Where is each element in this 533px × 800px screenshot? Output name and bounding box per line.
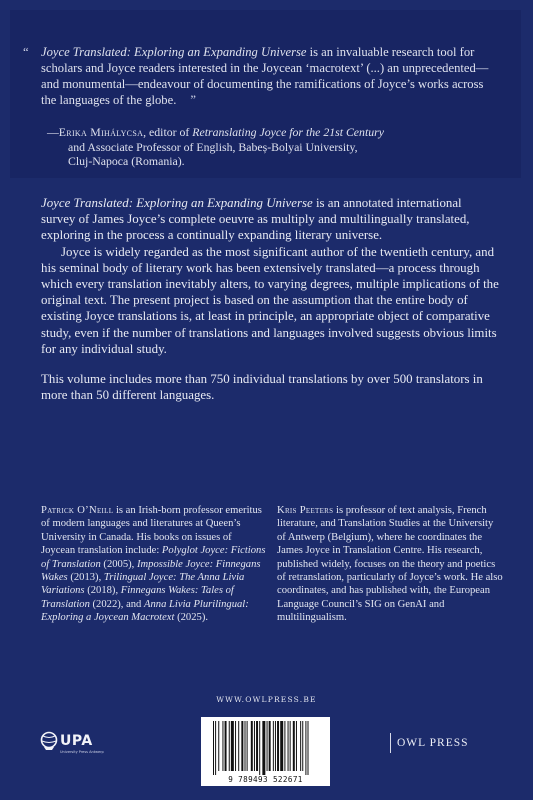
endorser-name: Erika Mihálycsa — [58, 125, 144, 139]
barcode-bar — [256, 721, 258, 771]
barcode-bar — [262, 721, 265, 775]
barcode-bar — [308, 721, 309, 775]
barcode-bar — [218, 721, 219, 771]
publisher-logo: OWL PRESS — [390, 733, 469, 753]
barcode-bar — [229, 721, 230, 771]
bio-oneill-t3: (2013), — [67, 572, 104, 584]
description-p1-body: is an annotated international survey of James Joyce’s complete oeuvre as multiply and multilingually translated, exploring in the process a continually expanding literary universe. — [41, 196, 470, 243]
author-name-peeters: Kris Peeters — [277, 505, 334, 516]
barcode-bar — [215, 721, 216, 775]
isbn-number: 9 789493 522671 — [228, 775, 303, 784]
barcode-bar — [290, 721, 291, 771]
attribution-pre: , editor of — [143, 125, 193, 139]
upa-globe-icon — [40, 731, 58, 753]
barcode-bar — [247, 721, 248, 771]
upa-logo — [40, 731, 104, 761]
attribution-dash: — — [47, 125, 59, 139]
barcode-bar — [305, 721, 306, 775]
bio-oneill-book-3: Trilingual Joyce: The Anna Livia Variations — [41, 572, 245, 597]
bio-oneill-book-4: Finnegans Wakes: Tales of Translation — [41, 585, 234, 610]
bio-oneill-t5: (2022), and — [89, 598, 145, 610]
bio-oneill-t4: (2018), — [84, 585, 121, 597]
bio-peeters-body: is professor of text analysis, French literature, and Translation Studies at the University of Antwerp (Belgium), where he coordinates the James Joyce in Translation Centre. His research, published widely, focuses on the theory and poetics of retranslation, particularly of Joyce’s work. He also coordinates, and has published with, the European Language Council’s SIG on GenAI and multilingualism. — [277, 505, 503, 624]
barcode-bar — [259, 721, 260, 775]
close-quote-mark: ” — [190, 93, 196, 107]
bio-oneill-t2: (2005), — [100, 558, 137, 570]
barcode-bars — [201, 721, 330, 779]
endorser-book: Retranslating Joyce for the 21st Century — [192, 125, 384, 139]
upa-subtitle: University Press Antwerp — [60, 750, 104, 754]
barcode-bar — [284, 721, 285, 771]
barcode-bar — [293, 721, 295, 771]
author-bio-peeters — [277, 504, 503, 625]
barcode-bar — [225, 721, 227, 771]
barcode-bar — [251, 721, 253, 771]
attribution-line-2: and Associate Professor of English, Babeș-Bolyai University, — [68, 139, 358, 154]
attribution-line-3: Cluj-Napoca (Romania). — [68, 154, 185, 168]
barcode-bar — [245, 721, 246, 771]
barcode-bar — [300, 721, 301, 771]
barcode-bar — [213, 721, 214, 775]
open-quote-mark: “ — [23, 45, 29, 59]
book-description — [41, 195, 499, 403]
quote-body: is an invaluable research tool for scholars and Joyce readers interested in the Joycean ‘macrotext’ (...) an unprecedented—and monumental—endeavour of documenting the ramifications of Joyce’s works across the languages of the globe. — [41, 45, 489, 107]
publisher-website: WWW.OWLPRESS.BE — [216, 695, 317, 704]
bio-oneill-t1: is an Irish-born professor emeritus of modern languages and literatures at Queen’s University in Canada. His books on issues of Joycean translation include: — [41, 505, 262, 557]
barcode-bar — [231, 721, 234, 771]
barcode-bar — [302, 721, 303, 771]
bio-oneill-book-5: Anna Livia Plurilingual: Exploring a Joycean Macrotext — [41, 598, 249, 624]
description-paragraph-3: This volume includes more than 750 individual translations by over 500 translators in more than 50 different languages. — [41, 372, 483, 403]
bio-oneill-book-1: Polyglot Joyce: Fictions of Translation — [41, 545, 266, 570]
isbn-barcode — [201, 717, 330, 786]
barcode-bar — [269, 721, 271, 771]
bio-oneill-book-2: Impossible Joyce: Finnegans Wakes — [41, 558, 261, 584]
bio-peeters-text — [277, 504, 503, 625]
endorsement-quote — [23, 44, 501, 108]
barcode-bar — [288, 721, 289, 771]
endorsement-attribution — [47, 125, 487, 169]
description-title: Joyce Translated: Exploring an Expanding Universe — [41, 196, 313, 210]
barcode-bar — [280, 721, 283, 771]
bio-oneill-t6: (2025). — [174, 612, 208, 624]
barcode-bar — [222, 721, 223, 771]
bio-oneill-text — [41, 504, 266, 625]
barcode-bar — [277, 721, 279, 771]
author-name-oneill: Patrick O’Neill — [41, 505, 114, 516]
author-bio-oneill — [41, 504, 266, 625]
barcode-bar — [241, 721, 243, 771]
barcode-bar — [235, 721, 236, 771]
upa-wordmark: UPA — [60, 733, 93, 749]
description-paragraph-1 — [41, 195, 499, 244]
quote-book-title: Joyce Translated: Exploring an Expanding Universe — [41, 45, 307, 59]
barcode-bar — [296, 721, 297, 771]
barcode-bar — [275, 721, 276, 771]
barcode-bar — [238, 721, 239, 771]
description-paragraph-2: Joyce is widely regarded as the most significant author of the twentieth century, and his seminal body of literary work has been extensively translated—a process through which every translation inevitably alters, to varying degrees, multiple implications of the original text. The present project is based on the assumption that the entire body of existing Joyce translations is, at least in principle, an appropriate object of comparative study, even if the number of translations and languages involved suggests obvious limits for any individual study. — [41, 244, 499, 356]
barcode-bar — [273, 721, 274, 771]
barcode-bar — [254, 721, 255, 771]
barcode-bar — [267, 721, 268, 771]
